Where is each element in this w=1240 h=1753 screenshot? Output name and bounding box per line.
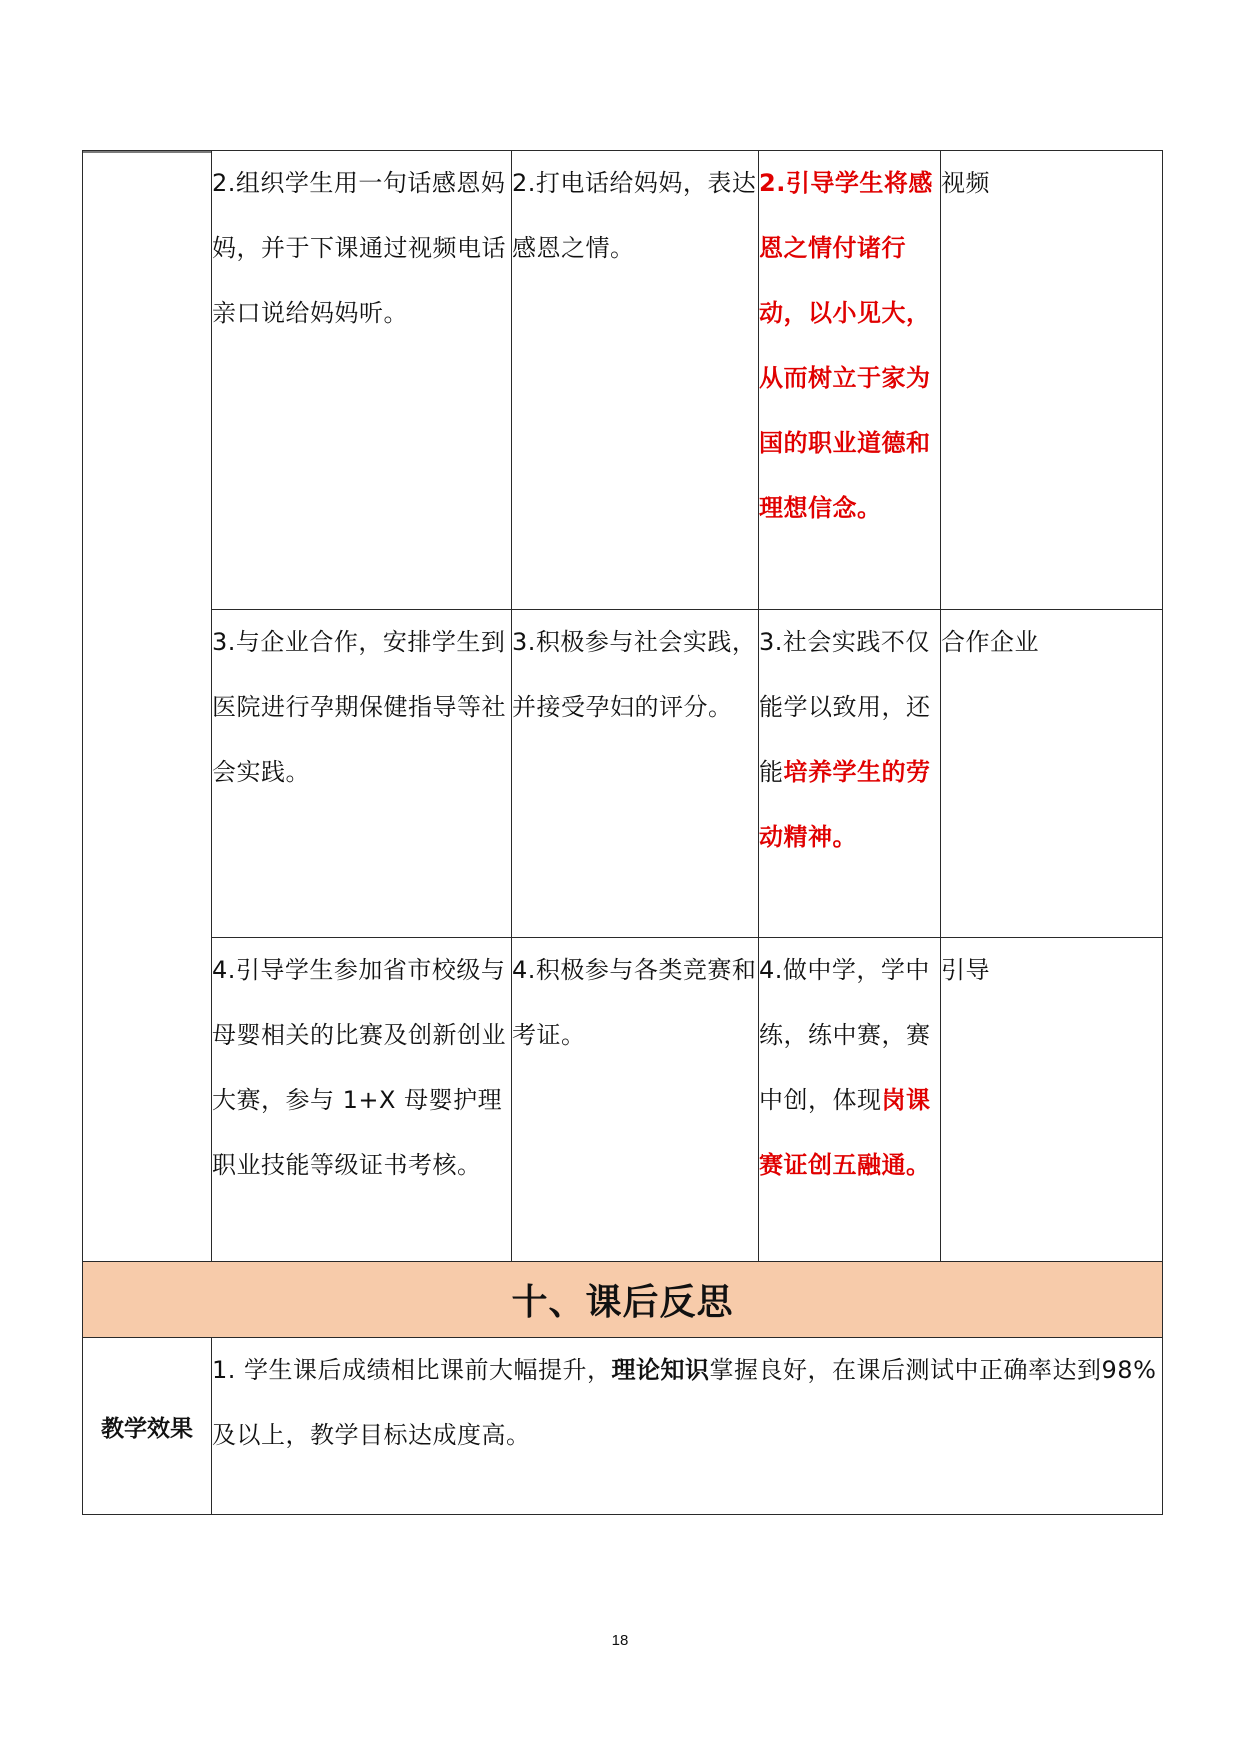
blank-stage-cell bbox=[83, 151, 212, 1262]
table-row bbox=[83, 610, 1163, 938]
section-header-cell bbox=[83, 1262, 1163, 1338]
design-intent-cell: 4.做中学，学中练，练中赛，赛中创，体现岗课赛证创五融通。 bbox=[759, 938, 941, 1262]
teaching-measure-cell: 2.组织学生用一句话感恩妈妈，并于下课通过视频电话亲口说给妈妈听。 bbox=[212, 151, 512, 610]
resource-cell: 视频 bbox=[941, 151, 1163, 610]
design-intent-cell: 2.引导学生将感恩之情付诸行动，以小见大，从而树立于家为国的职业道德和理想信念。 bbox=[759, 151, 941, 610]
section-header-row bbox=[83, 1262, 1163, 1338]
page-number: 18 bbox=[611, 1632, 629, 1649]
teaching-measure-cell: 4.引导学生参加省市校级与母婴相关的比赛及创新创业大赛，参与 1+X 母婴护理职业技能等级证书考核。 bbox=[212, 938, 512, 1262]
effect-text-cell: 1. 学生课后成绩相比课前大幅提升，理论知识掌握良好，在课后测试中正确率达到98%及以上，教学目标达成度高。 bbox=[212, 1338, 1163, 1515]
table-row bbox=[83, 151, 1163, 610]
section-title: 十、课后反思 bbox=[511, 1282, 734, 1323]
table-row bbox=[83, 1338, 1163, 1515]
effect-label-cell: 教学效果 bbox=[83, 1338, 212, 1515]
lesson-plan-table bbox=[82, 150, 1163, 1515]
table-row bbox=[83, 938, 1163, 1262]
teaching-measure-cell: 3.与企业合作，安排学生到医院进行孕期保健指导等社会实践。 bbox=[212, 610, 512, 938]
student-activity-cell: 4.积极参与各类竞赛和考证。 bbox=[512, 938, 759, 1262]
resource-cell: 合作企业 bbox=[941, 610, 1163, 938]
resource-cell: 引导 bbox=[941, 938, 1163, 1262]
design-intent-cell: 3.社会实践不仅能学以致用，还能培养学生的劳动精神。 bbox=[759, 610, 941, 938]
student-activity-cell: 2.打电话给妈妈，表达感恩之情。 bbox=[512, 151, 759, 610]
student-activity-cell: 3.积极参与社会实践，并接受孕妇的评分。 bbox=[512, 610, 759, 938]
